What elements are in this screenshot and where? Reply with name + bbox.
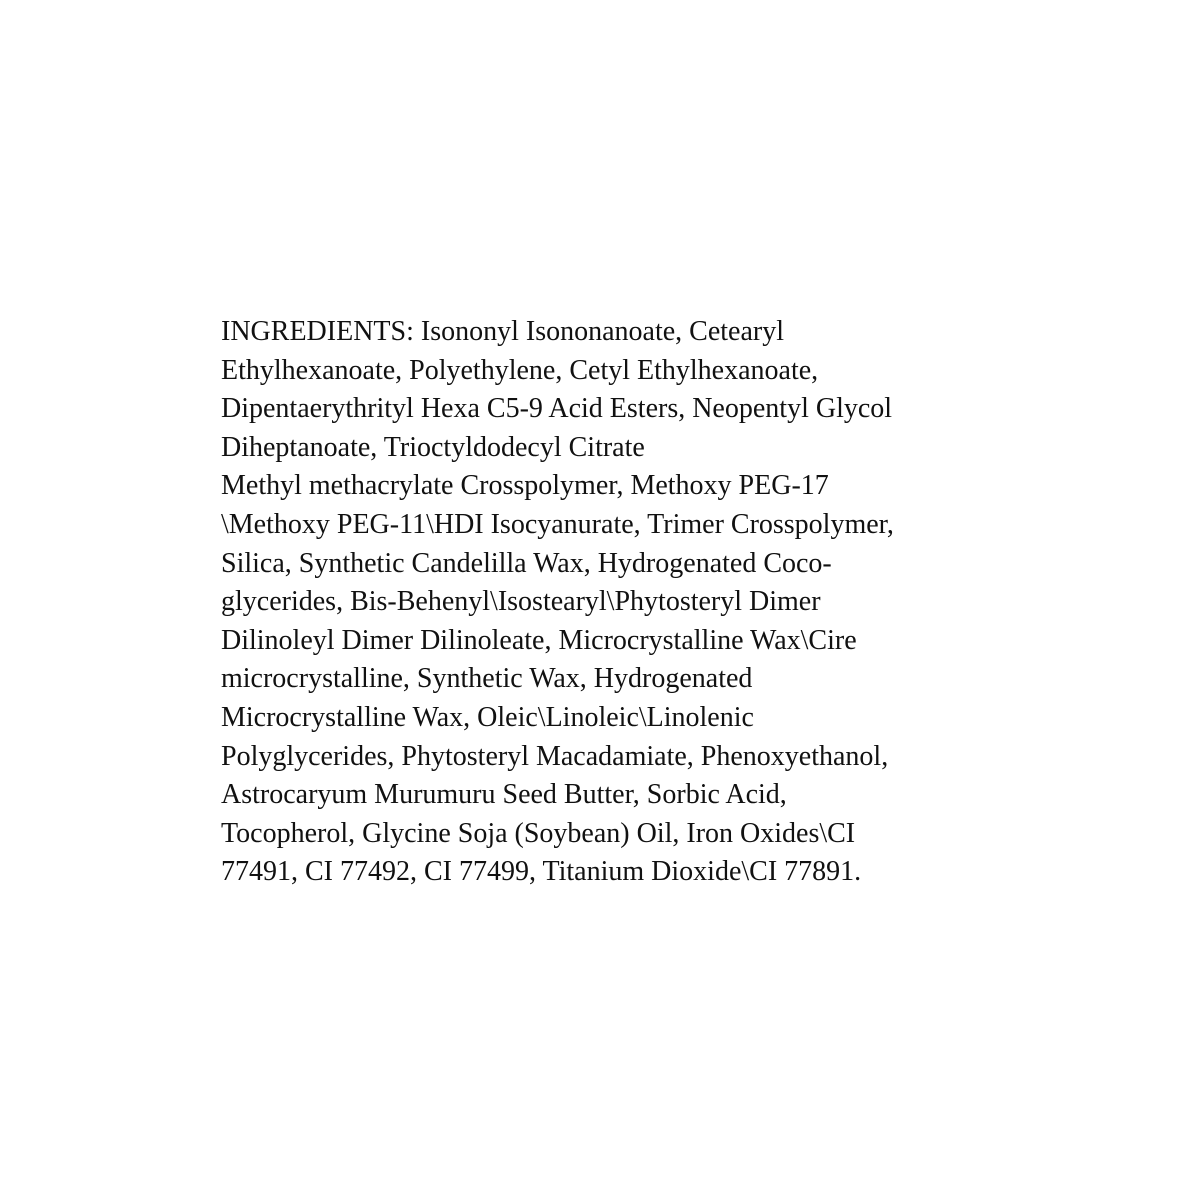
ingredients-line-5: Methyl methacrylate Crosspolymer, Methoxy PEG-17 — [221, 470, 829, 502]
ingredients-line-7: Silica, Synthetic Candelilla Wax, Hydrogenated Coco- — [221, 547, 832, 579]
ingredients-line-3: Dipentaerythrityl Hexa C5-9 Acid Esters, Neopentyl Glycol — [221, 393, 893, 425]
ingredients-line-1: INGREDIENTS: Isononyl Isononanoate, Cetearyl — [221, 316, 784, 347]
ingredients-line-14: Tocopherol, Glycine Soja (Soybean) Oil, Iron Oxides\CI — [221, 817, 856, 849]
ingredients-line-2: Ethylhexanoate, Polyethylene, Cetyl Ethylhexanoate, — [221, 354, 819, 386]
ingredients-line-11: Microcrystalline Wax, Oleic\Linoleic\Linolenic — [221, 701, 754, 733]
ingredients-line-8: glycerides, Bis-Behenyl\Isostearyl\Phytosteryl Dimer — [221, 586, 821, 618]
ingredients-line-15: 77491, CI 77492, CI 77499, Titanium Dioxide\CI 77891. — [221, 856, 862, 888]
ingredients-line-12: Polyglycerides, Phytosteryl Macadamiate, Phenoxyethanol, — [221, 740, 889, 772]
ingredients-line-10: microcrystalline, Synthetic Wax, Hydrogenated — [221, 663, 753, 695]
ingredients-line-4: Diheptanoate, Trioctyldodecyl Citrate — [221, 431, 645, 463]
ingredients-text-block — [221, 313, 1021, 892]
ingredients-line-9: Dilinoleyl Dimer Dilinoleate, Microcrystalline Wax\Cire — [221, 624, 857, 656]
ingredients-line-13: Astrocaryum Murumuru Seed Butter, Sorbic Acid, — [221, 779, 787, 811]
ingredients-line-6: \Methoxy PEG-11\HDI Isocyanurate, Trimer Crosspolymer, — [221, 508, 894, 540]
